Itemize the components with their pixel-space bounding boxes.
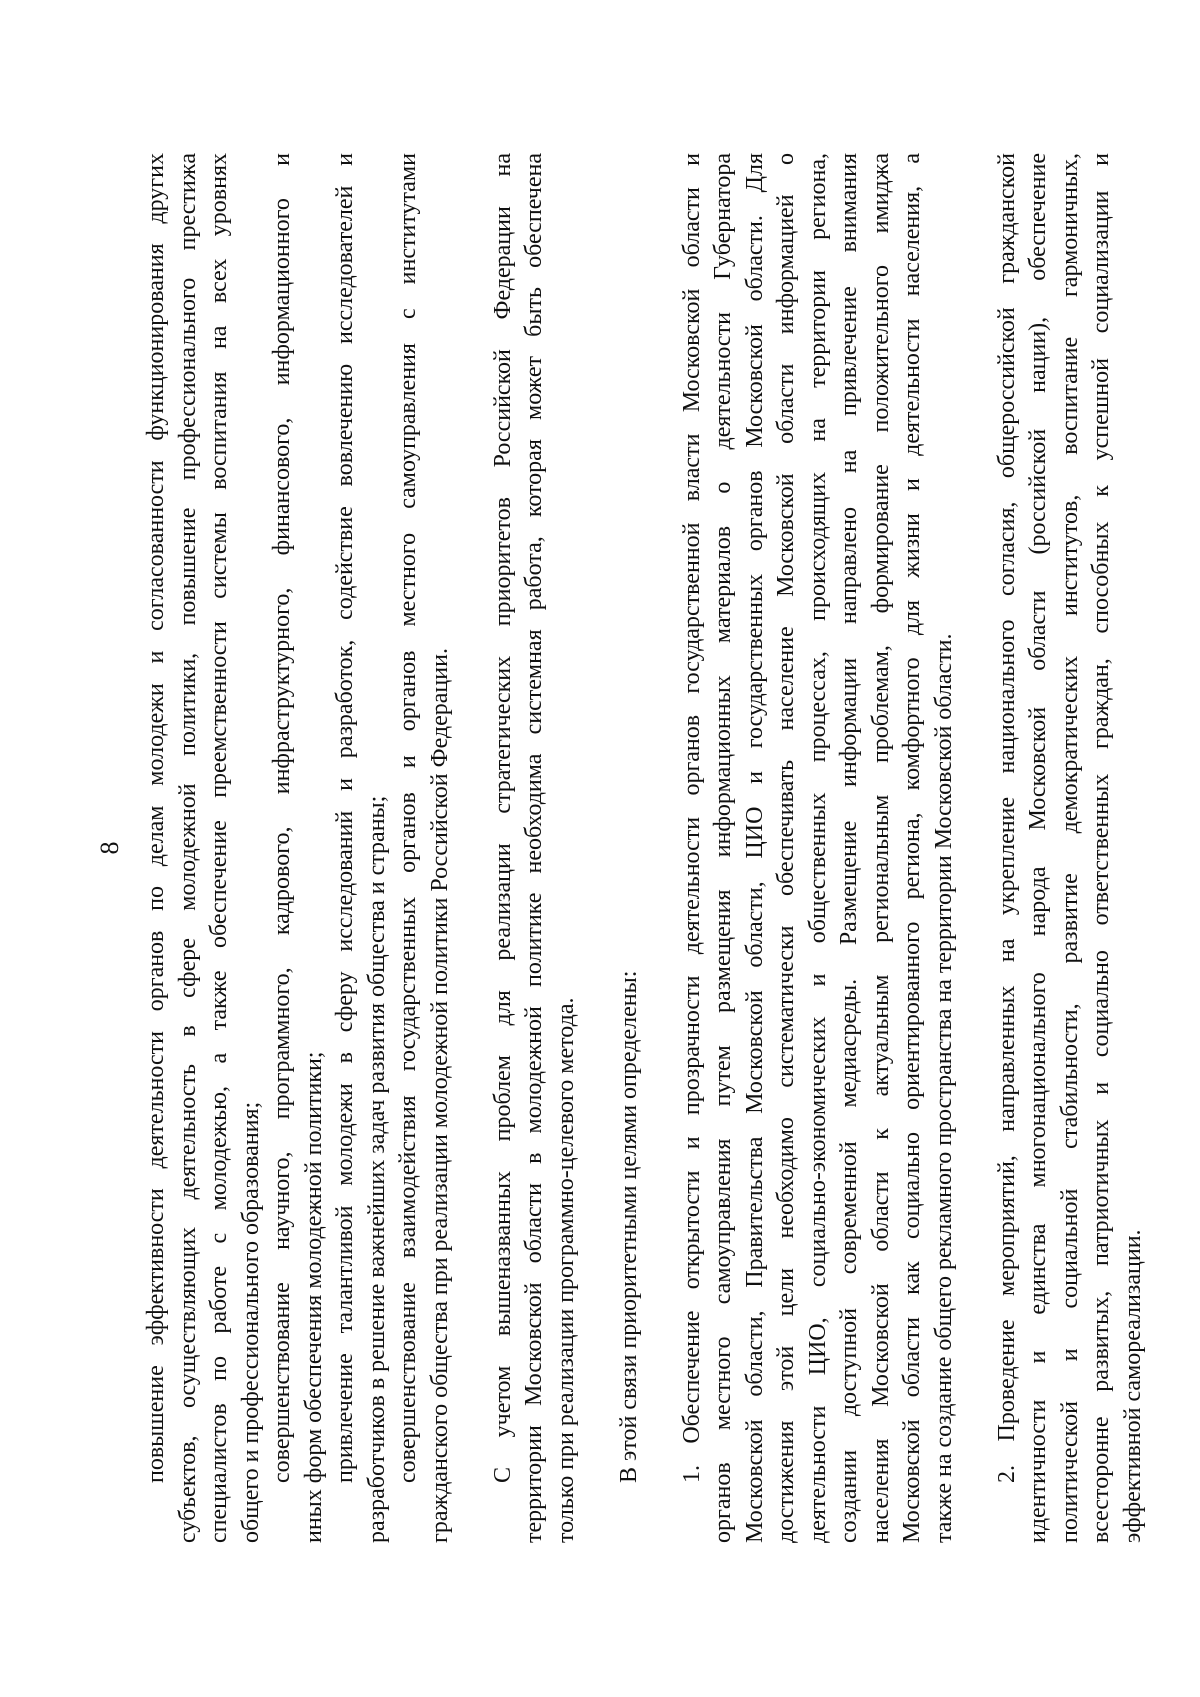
text-line: эффективной самореализации. xyxy=(1119,1229,1146,1543)
text-line: С учетом вышеназванных проблем для реализации стратегических приоритетов Российской Федерации на xyxy=(489,153,516,1483)
text-line: Московской области как социально ориентированного региона, комфортного для жизни и деятельности населения, а xyxy=(899,153,925,1543)
text-line: деятельности ЦИО, социально-экономических и общественных процессах, происходящих на территории региона, xyxy=(804,153,831,1543)
page-content xyxy=(95,153,1146,1543)
text-line: субъектов, осуществляющих деятельность в сфере молодежной политики, повышение профессионального престижа xyxy=(174,153,201,1543)
text-line: политической и социальной стабильности, развитие демократических институтов, воспитание гармоничных, xyxy=(1056,153,1083,1543)
document-body xyxy=(141,153,1149,1543)
text-line: достижения этой цели необходимо систематически обеспечивать население Московской области информацией о xyxy=(773,153,799,1543)
text-line: Московской области, Правительства Московской области, ЦИО и государственных органов Московской области. Для xyxy=(741,153,768,1543)
text-line: совершенствование взаимодействия государственных органов и органов местного самоуправления с институтами xyxy=(395,153,421,1483)
text-line: также на создание общего рекламного пространства на территории Московской области. xyxy=(930,633,957,1543)
text-line: совершенствование научного, программного, кадрового, инфраструктурного, финансового, информационного и xyxy=(269,153,295,1483)
text-line: идентичности и единства многонационального народа Московской области (российской нации), обеспечение xyxy=(1025,153,1051,1543)
text-line: иных форм обеспечения молодежной политики; xyxy=(300,1051,327,1543)
paragraph-gap xyxy=(456,153,488,1543)
text-line: привлечение талантливой молодежи в сферу исследований и разработок, содействие вовлечению исследователей и xyxy=(332,153,358,1483)
text-line: 2. Проведение мероприятий, направленных на укрепление национального согласия, общероссийской гражданской xyxy=(993,153,1020,1483)
text-line: разработчиков в решение важнейших задач развития общества и страны; xyxy=(363,795,390,1543)
paragraph-gap xyxy=(582,153,614,1543)
text-line: населения Московской области к актуальным региональным проблемам, формирование положительного имиджа xyxy=(867,153,894,1543)
text-line: только при реализации программно-целевого метода. xyxy=(552,997,579,1543)
paragraph-gap xyxy=(960,153,992,1543)
text-line: 1. Обеспечение открытости и прозрачности деятельности органов государственной власти Московской области и xyxy=(678,153,705,1483)
paragraph-gap xyxy=(645,153,677,1543)
text-line: В этой связи приоритетными целями определены: xyxy=(615,970,642,1483)
page-number: 8 xyxy=(95,841,124,855)
text-line: создании доступной современной медиасреды. Размещение информации направлено на привлечение внимания xyxy=(836,153,862,1543)
text-line: всесторонне развитых, патриотичных и социально ответственных граждан, способных к успешной социализации и xyxy=(1088,153,1114,1543)
text-line: повышение эффективности деятельности органов по делам молодежи и согласованности функционирования других xyxy=(143,153,169,1483)
text-line: гражданского общества при реализации молодежной политики Российской Федерации. xyxy=(426,648,453,1543)
text-line: специалистов по работе с молодежью, а также обеспечение преемственности системы воспитания на всех уровнях xyxy=(206,153,232,1543)
text-line: органов местного самоуправления путем размещения информационных материалов о деятельности Губернатора xyxy=(710,153,736,1543)
text-line: территории Московской области в молодежной политике необходима системная работа, которая может быть обеспечена xyxy=(521,153,547,1543)
text-line: общего и профессионального образования; xyxy=(237,1101,264,1543)
